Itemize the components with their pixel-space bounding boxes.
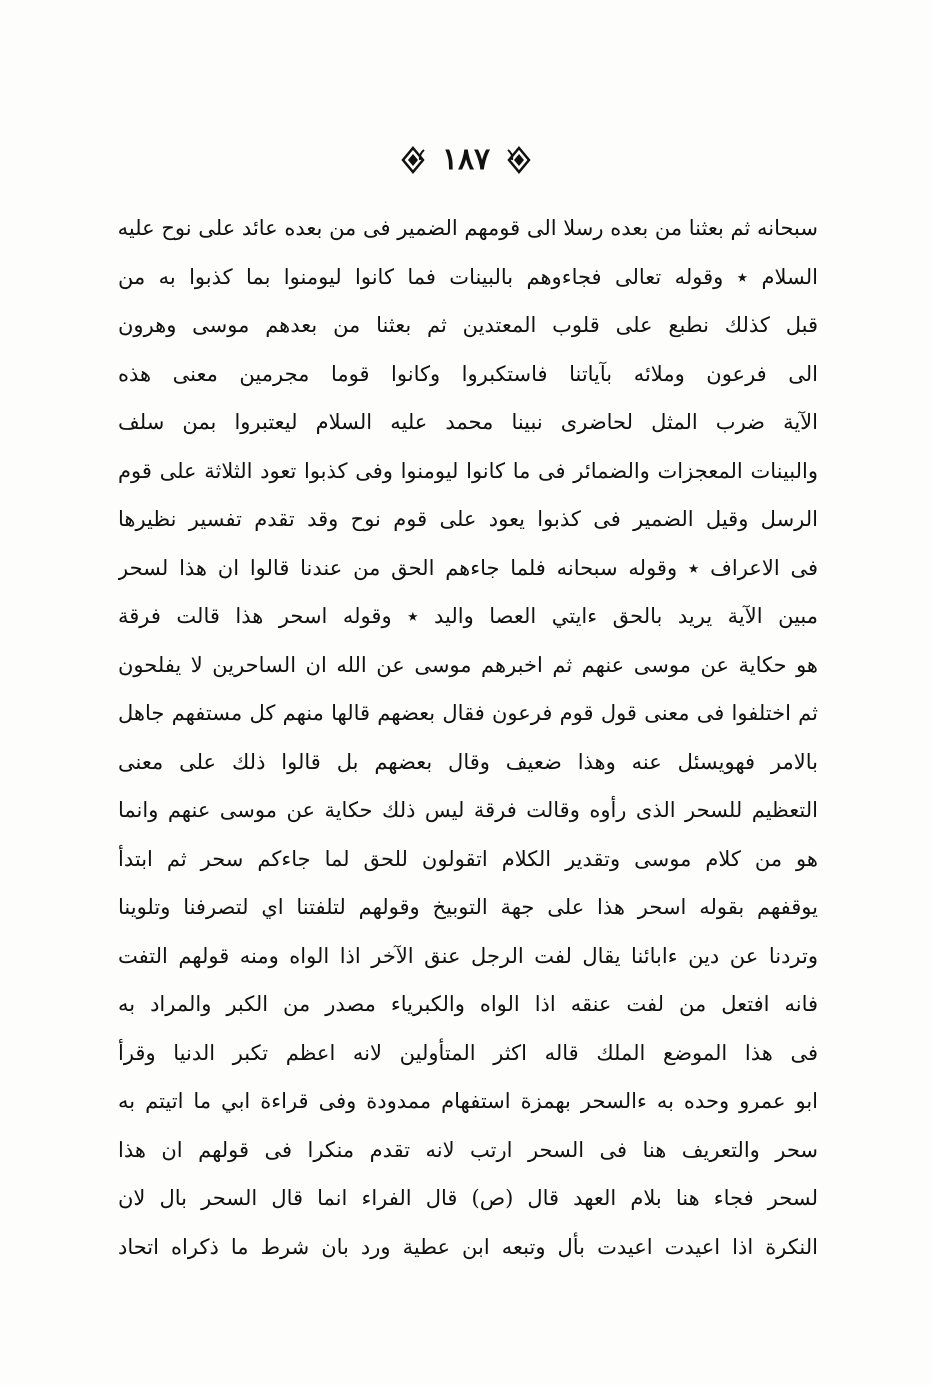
text-line: هو حكاية عن موسى عنهم ثم اخبرهم موسى عن الله ان الساحرين لا يفلحون <box>118 652 818 677</box>
text-line: لسحر فجاء هنا بلام العهد قال (ص) قال الفراء انما قال السحر بال لان <box>118 1186 818 1210</box>
text-body <box>118 204 818 1271</box>
text-line: مبين الآية يريد بالحق ءايتي العصا واليد ٭ وقوله اسحر هذا قالت فرقة <box>118 604 818 628</box>
text-line: الرسل وقيل الضمير فى كذبوا يعود على قوم نوح وقد تقدم تفسير نظيرها <box>118 507 818 531</box>
text-line: السلام ٭ وقوله تعالى فجاءوهم بالبينات فما كانوا ليومنوا بما كذبوا به من <box>118 264 818 289</box>
text-line: التعظيم للسحر الذى رأوه وقالت فرقة ليس ذلك حكاية عن موسى عنهم وانما <box>118 798 818 822</box>
text-line: الى فرعون وملائه بآياتنا فاستكبروا وكانوا قوما مجرمين معنى هذه <box>118 361 818 386</box>
text-line: قبل كذلك نطبع على قلوب المعتدين ثم بعثنا من بعدهم موسى وهرون <box>118 313 818 337</box>
text-line: والبينات المعجزات والضمائر فى ما كانوا ليومنوا وفى كذبوا تعود الثلاثة على قوم <box>118 458 818 483</box>
page-number: ١٨٧ <box>441 142 491 177</box>
text-line: فى هذا الموضع الملك قاله اكثر المتأولين لانه اعظم تكبر الدنيا وقرأ <box>118 1040 818 1065</box>
text-line: فانه افتعل من لفت عنقه اذا الواه والكبرياء مصدر من الكبر والمراد به <box>118 992 818 1016</box>
text-line: ابو عمرو وحده به ءالسحر بهمزة استفهام ممدودة وفى قراءة ابي ما اتيتم به <box>118 1089 818 1113</box>
text-line: وتردنا عن دين ءابائنا يقال لفت الرجل عنق الآخر اذا الواه ومنه قولهم التفت <box>118 943 818 968</box>
text-line: هو من كلام موسى وتقدير الكلام اتقولون للحق لما جاءكم سحر ثم ابتدأ <box>118 846 818 871</box>
text-line: سحر والتعريف هنا فى السحر ارتب لانه تقدم منكرا فى قولهم ان هذا <box>118 1137 818 1162</box>
text-line: سبحانه ثم بعثنا من بعده رسلا الى قومهم الضمير فى من بعده عائد على نوح عليه <box>118 216 818 240</box>
text-line: بالامر فهويسئل عنه وهذا ضعيف وقال بعضهم بل قالوا ذلك على معنى <box>118 749 818 774</box>
text-line: فى الاعراف ٭ وقوله سبحانه فلما جاءهم الحق من عندنا قالوا ان هذا لسحر <box>118 555 818 580</box>
ornament-left-icon <box>398 145 428 175</box>
text-line: النكرة اذا اعيدت اعيدت بأل وتبعه ابن عطية ورد بان شرط ما ذكراه اتحاد <box>118 1234 818 1259</box>
page-header <box>0 138 932 182</box>
text-line: ثم اختلفوا فى معنى قول قوم فرعون فقال بعضهم قالها منهم كل مستفهم جاهل <box>118 701 818 725</box>
text-line: يوقفهم بقوله اسحر هذا على جهة التوبيخ وقولهم لتلفتنا اي لتصرفنا وتلوينا <box>118 895 818 919</box>
ornament-right-icon <box>504 145 534 175</box>
text-line: الآية ضرب المثل لحاضرى نبينا محمد عليه السلام ليعتبروا بمن سلف <box>118 410 818 434</box>
